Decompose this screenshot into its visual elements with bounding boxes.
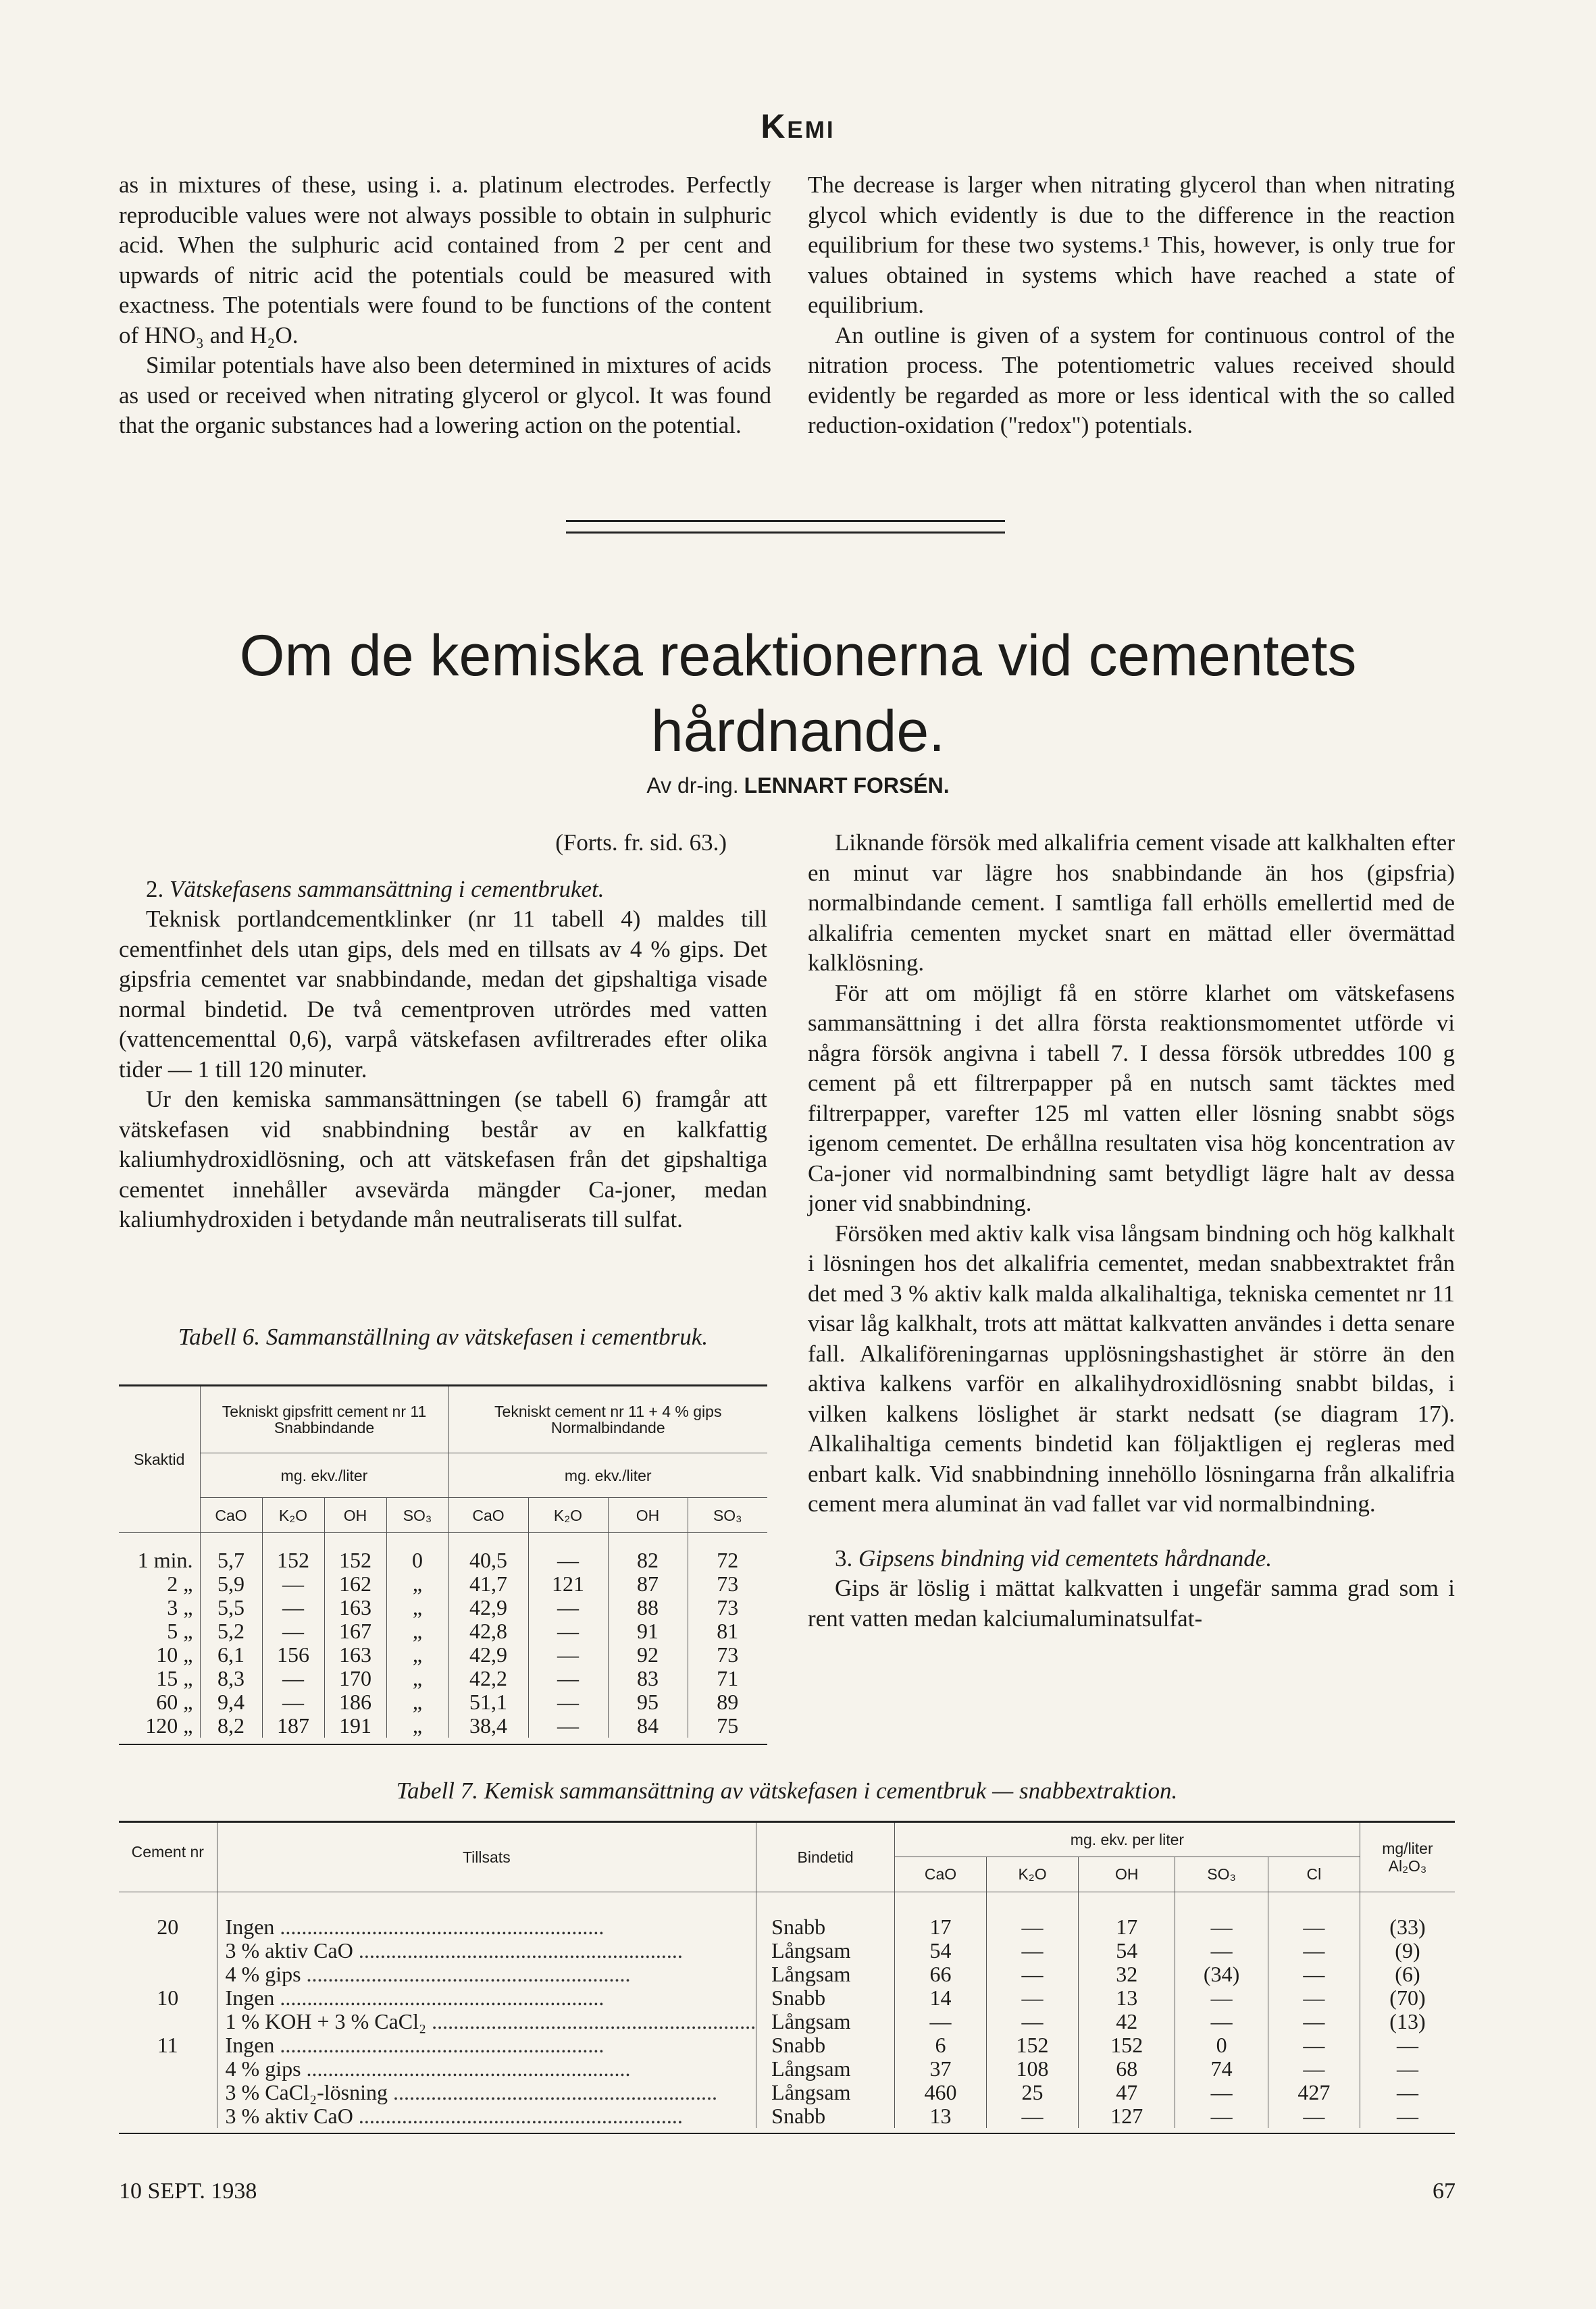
table7-caption xyxy=(119,1778,1455,1805)
table7-value-cell: — xyxy=(894,2010,986,2033)
table6-value-cell: 42,9 xyxy=(448,1596,528,1619)
table6-value-cell: 121 xyxy=(528,1572,608,1596)
summary-right-p2: An outline is given of a system for continuous control of the nitration process. The potentiometric values received should evidently be regarded as more or less identical with the so called reduction-oxidation ("redox") potentials. xyxy=(808,321,1455,438)
table7-row xyxy=(119,2104,1455,2128)
table7-cement-cell xyxy=(119,2010,217,2033)
table7-cement-cell xyxy=(119,2057,217,2081)
table7-tillsats-text: 4 % gips xyxy=(225,2056,301,2081)
table6-value-cell: 92 xyxy=(608,1643,688,1667)
table7-tillsats-text: Ingen xyxy=(225,1986,275,2010)
table7-tillsats-text: Ingen xyxy=(225,1915,275,1939)
table6-value-cell: — xyxy=(528,1714,608,1738)
article-left-p2: Ur den kemiska sammansättningen (se tabell 6) framgår att vätskefasen vid snabbindning består av en kalkfattig kaliumhydroxidlösning, och att vätskefasen från det gipshaltiga cementet innehåller avsevärda mängder Ca-joner, medan kaliumhydroxiden i betydande mån neutraliserats till sulfat. xyxy=(119,1086,767,1233)
table7-value-cell: 25 xyxy=(987,2081,1079,2104)
table7-row xyxy=(119,1963,1455,1986)
table7-cement-cell xyxy=(119,1963,217,1986)
table7-value-cell: 127 xyxy=(1079,2104,1175,2128)
table7-value-cell: 47 xyxy=(1079,2081,1175,2104)
table7-col-tillsats: Tillsats xyxy=(217,1822,756,1892)
table6-value-cell: 170 xyxy=(324,1667,386,1690)
table6-value-cell: 91 xyxy=(608,1619,688,1643)
table6-value-cell: — xyxy=(528,1533,608,1572)
table6-value-cell: 88 xyxy=(608,1596,688,1619)
table7-value-cell: — xyxy=(987,1986,1079,2010)
article-right-p3: Försöken med aktiv kalk visa långsam bindning och hög kalkhalt i lösningen hos det alkalifria cementet, medan snabbextraktet från det med 3 % aktiv kalk malda alkalihaltiga, tekniska cementet nr 11 visar låg kalkhalt, trots att mättat kalkvatten användes i detta senare fall. Alkaliföreningarnas upplösningshastighet är större än den aktiva kalkens varför en alkalihydroxidlösning snabbt bildas, i vilken kalkens löslighet är starkt nedsatt (se diagram 17). Alkalihaltiga cements bindetid kan följaktligen ej regleras med enbart kalk. Vid snabbindning innehöllo lösningarna från alkalifria cement mera aluminat än vad fallet var vid normalbindning. xyxy=(808,1220,1455,1517)
table6-value-cell: „ xyxy=(386,1643,448,1667)
table6-value-cell: „ xyxy=(386,1596,448,1619)
table7-tillsats-text: 3 % aktiv CaO xyxy=(225,1938,353,1963)
table6-value-cell: 9,4 xyxy=(200,1690,262,1714)
table6-row xyxy=(119,1533,767,1572)
table7-value-cell: — xyxy=(1268,1963,1360,1986)
table7-bottom-spacer xyxy=(119,2128,1455,2133)
table7-tillsats-text: 1 % KOH + 3 % CaCl₂ xyxy=(225,2009,427,2033)
table7-row xyxy=(119,1939,1455,1963)
table7-value-cell: 6 xyxy=(894,2033,986,2057)
running-header: Kemi xyxy=(761,107,835,145)
table6-value-cell: 152 xyxy=(324,1533,386,1572)
table6-value-cell: 40,5 xyxy=(448,1533,528,1572)
table6-value-cell: „ xyxy=(386,1667,448,1690)
table7-tillsats-cell xyxy=(217,2010,756,2033)
table7-bindetid-cell: Långsam xyxy=(756,2081,895,2104)
table7-cement-cell: 11 xyxy=(119,2033,217,2057)
table7-col-cl: Cl xyxy=(1268,1857,1360,1892)
table7-value-cell: 152 xyxy=(1079,2033,1175,2057)
table6-value-cell: „ xyxy=(386,1714,448,1738)
table7-col-bindetid: Bindetid xyxy=(756,1822,895,1892)
table6-col-cao-2: CaO xyxy=(448,1498,528,1533)
table7-value-cell: — xyxy=(1175,1915,1268,1939)
table6-row xyxy=(119,1619,767,1643)
table7-value-cell: 32 xyxy=(1079,1963,1175,1986)
summary-right-p1: The decrease is larger when nitrating glycerol than when nitrating glycol which evidently is due to the difference in the reaction equilibrium for these two systems.¹ This, however, is only true for values obtained in systems which have reached a state of equilibrium. xyxy=(808,172,1455,318)
table7-value-cell: 152 xyxy=(987,2033,1079,2057)
table7-row xyxy=(119,1986,1455,2010)
table7-leader-dots: ............................................................ xyxy=(353,1938,683,1963)
table7-bindetid-cell: Snabb xyxy=(756,2033,895,2057)
table7-caption-title: Kemisk sammansättning av vätskefasen i cementbruk — snabbextraktion. xyxy=(484,1778,1178,1804)
table6-caption-title: Sammanställning av vätskefasen i cementbruk. xyxy=(265,1324,709,1350)
table7-group-label: mg. ekv. per liter xyxy=(894,1822,1360,1857)
table7-al2o3-cell: (33) xyxy=(1389,1914,1426,1939)
table7-col-cement: Cement nr xyxy=(119,1822,217,1892)
article-title: Om de kemiska reaktionerna vid cementets hårdnande. xyxy=(239,623,1357,764)
table6-time-cell: 1 min. xyxy=(119,1533,200,1572)
table7-value-cell: — xyxy=(1268,1939,1360,1963)
section-2-number: 2. xyxy=(146,875,164,902)
table7-tillsats-cell xyxy=(217,2057,756,2081)
table6-row xyxy=(119,1596,767,1619)
table7-al2o3-cell: — xyxy=(1396,2103,1418,2128)
table6-value-cell: 73 xyxy=(717,1642,739,1667)
article-right-p2: För att om möjligt få en större klarhet om vätskefasens sammansättning i det allra första reaktionsmomentet utförde vi några försök angivna i tabell 7. I dessa försök utbreddes 100 g cement på ett filtrerpapper på en nutsch samt täcktes med filtrerpapper, varefter 125 ml vatten eller lösning snabbt sögs igenom cementet. De erhållna resultaten visa hög koncentration av Ca-joner vid normalbindning samt betydligt lägre halt av dessa joner vid snabbindning. xyxy=(808,979,1455,1216)
table6-value-cell: — xyxy=(528,1667,608,1690)
table6-value-cell: — xyxy=(262,1572,324,1596)
table7-value-cell: — xyxy=(987,2010,1079,2033)
table7-bindetid-cell: Snabb xyxy=(756,1986,895,2010)
table7-tillsats-text: 3 % aktiv CaO xyxy=(225,2104,353,2128)
article-left-p1: Teknisk portlandcementklinker (nr 11 tabell 4) maldes till cementfinhet dels utan gips, dels med en tillsats av 4 % gips. Det gipsfria cementet var snabbindande, medan det gipshaltiga visade normal bindetid. De två cementproven utrördes med vatten (vattencementtal 0,6), varpå vätskefasen avfiltrerades efter olika tider — 1 till 120 minuter. xyxy=(119,906,767,1083)
table6-row-header: Skaktid xyxy=(119,1386,200,1533)
article-right-column xyxy=(808,828,1455,1634)
table7-tillsats-cell xyxy=(217,2081,756,2104)
table7-tillsats-cell xyxy=(217,2033,756,2057)
table6-time-cell: 10 „ xyxy=(119,1643,200,1667)
table7-value-cell: — xyxy=(1268,2010,1360,2033)
table7-al2o3-cell: — xyxy=(1396,2032,1418,2057)
table6-value-cell: 95 xyxy=(608,1690,688,1714)
table6-col-oh: OH xyxy=(324,1498,386,1533)
table6-value-cell: 163 xyxy=(324,1596,386,1619)
table7-al2o3-cell: — xyxy=(1396,2079,1418,2104)
table7-row xyxy=(119,2081,1455,2104)
table7-body xyxy=(119,1915,1455,2133)
table6-value-cell: 84 xyxy=(608,1714,688,1738)
table6-col-k2o: K₂O xyxy=(262,1498,324,1533)
table6-time-cell: 3 „ xyxy=(119,1596,200,1619)
section-2-title: Vätskefasens sammansättning i cementbruket. xyxy=(170,875,604,902)
table7-bindetid-cell: Långsam xyxy=(756,1939,895,1963)
table7-leader-dots: ............................................................ xyxy=(353,2104,683,2128)
table6-value-cell: 162 xyxy=(324,1572,386,1596)
table7-value-cell: 460 xyxy=(894,2081,986,2104)
table6-col-so3-2: SO₃ xyxy=(688,1498,767,1533)
table6-value-cell: 42,8 xyxy=(448,1619,528,1643)
table7-leader-dots: ............................................................ xyxy=(388,2080,718,2104)
table6-value-cell: 87 xyxy=(608,1572,688,1596)
table6-col-so3: SO₃ xyxy=(386,1498,448,1533)
table6-value-cell: 73 xyxy=(717,1594,739,1619)
table6-time-cell: 120 „ xyxy=(119,1714,200,1738)
table7-value-cell: — xyxy=(987,1939,1079,1963)
table7-value-cell: (34) xyxy=(1175,1963,1268,1986)
table6-group2-label: Tekniskt cement nr 11 + 4 % gips Normalbindande xyxy=(448,1386,767,1453)
table7-bindetid-cell: Snabb xyxy=(756,2104,895,2128)
table7 xyxy=(119,1821,1455,2134)
table7-col-k2o: K₂O xyxy=(987,1857,1079,1892)
table7-cement-cell: 20 xyxy=(119,1915,217,1939)
continued-note: (Forts. fr. sid. 63.) xyxy=(555,829,727,856)
table7-tillsats-cell xyxy=(217,1963,756,1986)
table7-value-cell: — xyxy=(1268,1915,1360,1939)
table6-value-cell: 42,9 xyxy=(448,1643,528,1667)
table6-value-cell: 38,4 xyxy=(448,1714,528,1738)
table7-cement-cell xyxy=(119,2104,217,2128)
table7-value-cell: — xyxy=(1268,2057,1360,2081)
table7-cement-cell: 10 xyxy=(119,1986,217,2010)
table6-value-cell: 83 xyxy=(608,1667,688,1690)
table7-value-cell: — xyxy=(1268,2033,1360,2057)
table6-caption-prefix: Tabell 6. xyxy=(178,1324,261,1350)
table7-row xyxy=(119,2010,1455,2033)
table7-al2o3-cell: (6) xyxy=(1395,1961,1420,1986)
table6-value-cell: 8,2 xyxy=(200,1714,262,1738)
table6-value-cell: — xyxy=(262,1667,324,1690)
table6-row xyxy=(119,1690,767,1714)
table7-value-cell: — xyxy=(1268,1986,1360,2010)
table7-col-so3: SO₃ xyxy=(1175,1857,1268,1892)
table6-bottom-spacer xyxy=(119,1738,767,1744)
table6-value-cell: 167 xyxy=(324,1619,386,1643)
table7-cement-cell xyxy=(119,1939,217,1963)
footer-page-number: 67 xyxy=(1433,2179,1456,2204)
table6-group1-label: Tekniskt gipsfritt cement nr 11 Snabbindande xyxy=(200,1386,448,1453)
table7-tillsats-cell xyxy=(217,2104,756,2128)
table6-unit-label-2: mg. ekv./liter xyxy=(448,1453,767,1498)
table6-value-cell: „ xyxy=(386,1619,448,1643)
table6-value-cell: 5,9 xyxy=(200,1572,262,1596)
table7-value-cell: 14 xyxy=(894,1986,986,2010)
table7-leader-dots: ............................................................ xyxy=(426,2009,756,2033)
table6-value-cell: 191 xyxy=(324,1714,386,1738)
section-3-text: Gips är löslig i mättat kalkvatten i ungefär samma grad som i rent vatten medan kalciumaluminatsulfat- xyxy=(808,1575,1455,1632)
table7-value-cell: — xyxy=(1175,2104,1268,2128)
table6-value-cell: 5,7 xyxy=(200,1533,262,1572)
table7-bindetid-cell: Långsam xyxy=(756,1963,895,1986)
article-right-p1: Liknande försök med alkalifria cement visade att kalkhalten efter en minut var lägre hos snabbindande än hos (gipsfria) normalbindande cement. I samtliga fall erhölls emellertid med de alkalifria cementen mycket snart en mättad eller övermättad kalklösning. xyxy=(808,829,1455,976)
article-left-column xyxy=(119,828,767,1235)
byline xyxy=(0,773,1596,798)
table6-row xyxy=(119,1667,767,1690)
table7-leader-dots: ............................................................ xyxy=(274,1915,604,1939)
table7-value-cell: 68 xyxy=(1079,2057,1175,2081)
table6-value-cell: 72 xyxy=(717,1547,739,1572)
table6-time-cell: 60 „ xyxy=(119,1690,200,1714)
table7-value-cell: 108 xyxy=(987,2057,1079,2081)
byline-prefix: Av dr-ing. xyxy=(646,773,739,798)
table6-value-cell: 51,1 xyxy=(448,1690,528,1714)
table6-value-cell: „ xyxy=(386,1690,448,1714)
table7-col-oh: OH xyxy=(1079,1857,1175,1892)
table7-value-cell: — xyxy=(1175,2081,1268,2104)
table7-value-cell: 17 xyxy=(894,1915,986,1939)
table7-leader-dots: ............................................................ xyxy=(301,1962,631,1986)
table7-leader-dots: ............................................................ xyxy=(301,2056,631,2081)
table6-value-cell: 75 xyxy=(717,1713,739,1738)
table6-caption xyxy=(119,1324,767,1351)
table6-value-cell: 5,5 xyxy=(200,1596,262,1619)
table7-tillsats-cell xyxy=(217,1939,756,1963)
table6-time-cell: 15 „ xyxy=(119,1667,200,1690)
table7-al2o3-cell: (70) xyxy=(1389,1985,1426,2010)
table7-tillsats-cell xyxy=(217,1986,756,2010)
table7-value-cell: — xyxy=(1175,1986,1268,2010)
summary-left-p1: as in mixtures of these, using i. a. platinum electrodes. Perfectly reproducible values were not always possible to obtain in sulphuric acid. When the sulphuric acid contained from 2 per cent and upwards of nitric acid the potentials could be measured with exactness. The potentials were found to be functions of the content of HNO₃ and H₂O. xyxy=(119,172,771,348)
table7-bindetid-cell: Långsam xyxy=(756,2010,895,2033)
table7-leader-dots: ............................................................ xyxy=(274,1986,604,2010)
table6-value-cell: — xyxy=(528,1643,608,1667)
table6-value-cell: 81 xyxy=(717,1618,739,1643)
table6-time-cell: 2 „ xyxy=(119,1572,200,1596)
table7-tillsats-text: 3 % CaCl₂-lösning xyxy=(225,2080,388,2104)
table6-time-cell: 5 „ xyxy=(119,1619,200,1643)
author-name: LENNART FORSÉN. xyxy=(744,773,950,798)
table7-value-cell: — xyxy=(1175,1939,1268,1963)
table7-bindetid-cell: Snabb xyxy=(756,1915,895,1939)
footer-date: 10 SEPT. 1938 xyxy=(119,2179,257,2204)
table7-value-cell: — xyxy=(1175,2010,1268,2033)
table7-value-cell: — xyxy=(987,1963,1079,1986)
table7-tillsats-text: 4 % gips xyxy=(225,1962,301,1986)
summary-right-column xyxy=(808,170,1455,441)
table7-value-cell: — xyxy=(987,1915,1079,1939)
table7-al2o3-cell: (9) xyxy=(1395,1938,1420,1963)
table7-bindetid-cell: Långsam xyxy=(756,2057,895,2081)
section-3-heading xyxy=(808,1544,1455,1574)
table7-al2o3-cell: (13) xyxy=(1389,2008,1426,2033)
table7-value-cell: 54 xyxy=(1079,1939,1175,1963)
section-3-title: Gipsens bindning vid cementets hårdnande. xyxy=(858,1545,1272,1572)
table6-value-cell: — xyxy=(528,1690,608,1714)
table6-value-cell: 73 xyxy=(717,1571,739,1596)
table6-value-cell: 42,2 xyxy=(448,1667,528,1690)
table6 xyxy=(119,1384,767,1745)
table6-value-cell: 156 xyxy=(262,1643,324,1667)
table7-tillsats-cell xyxy=(217,1915,756,1939)
table7-al2o3-cell: — xyxy=(1396,2056,1418,2081)
table6-unit-label-1: mg. ekv./liter xyxy=(200,1453,448,1498)
table7-value-cell: 42 xyxy=(1079,2010,1175,2033)
table6-row xyxy=(119,1572,767,1596)
table7-value-cell: 54 xyxy=(894,1939,986,1963)
table7-value-cell: 0 xyxy=(1175,2033,1268,2057)
table6-row xyxy=(119,1714,767,1738)
table6-col-cao: CaO xyxy=(200,1498,262,1533)
table7-value-cell: — xyxy=(1268,2104,1360,2128)
summary-left-column xyxy=(119,170,771,441)
section-3-number: 3. xyxy=(835,1545,853,1572)
table7-value-cell: — xyxy=(987,2104,1079,2128)
table6-value-cell: 71 xyxy=(717,1665,739,1690)
table6-value-cell: „ xyxy=(386,1572,448,1596)
table6-row xyxy=(119,1643,767,1667)
table6-value-cell: 187 xyxy=(262,1714,324,1738)
summary-left-p2: Similar potentials have also been determined in mixtures of acids as used or received when nitrating glycerol or glycol. It was found that the organic substances had a lowering action on the potential. xyxy=(119,352,771,438)
table6-value-cell: 89 xyxy=(717,1689,739,1714)
table6-value-cell: — xyxy=(262,1619,324,1643)
table7-col-cao: CaO xyxy=(894,1857,986,1892)
table7-value-cell: 427 xyxy=(1268,2081,1360,2104)
table7-row xyxy=(119,1915,1455,1939)
table6-value-cell: — xyxy=(262,1596,324,1619)
table6-value-cell: 163 xyxy=(324,1643,386,1667)
table7-value-cell: 66 xyxy=(894,1963,986,1986)
table7-value-cell: 13 xyxy=(1079,1986,1175,2010)
table6-value-cell: 152 xyxy=(262,1533,324,1572)
table6-value-cell: 0 xyxy=(386,1533,448,1572)
table7-value-cell: 13 xyxy=(894,2104,986,2128)
table7-cement-cell xyxy=(119,2081,217,2104)
table7-value-cell: 17 xyxy=(1079,1915,1175,1939)
table7-row xyxy=(119,2057,1455,2081)
table6-col-k2o-2: K₂O xyxy=(528,1498,608,1533)
table6-value-cell: — xyxy=(262,1690,324,1714)
table7-row xyxy=(119,2033,1455,2057)
table6-value-cell: 186 xyxy=(324,1690,386,1714)
section-divider xyxy=(566,520,1005,534)
table7-col-al2o3: mg/liter Al₂O₃ xyxy=(1360,1822,1455,1892)
table6-value-cell: 6,1 xyxy=(200,1643,262,1667)
table6-col-oh-2: OH xyxy=(608,1498,688,1533)
section-2-heading xyxy=(119,875,767,905)
table6-value-cell: 5,2 xyxy=(200,1619,262,1643)
table7-value-cell: 74 xyxy=(1175,2057,1268,2081)
table6-value-cell: — xyxy=(528,1596,608,1619)
table6-value-cell: 8,3 xyxy=(200,1667,262,1690)
table6-value-cell: — xyxy=(528,1619,608,1643)
table6-value-cell: 82 xyxy=(608,1533,688,1572)
table6-value-cell: 41,7 xyxy=(448,1572,528,1596)
table7-leader-dots: ............................................................ xyxy=(274,2033,604,2057)
table7-tillsats-text: Ingen xyxy=(225,2033,275,2057)
table7-caption-prefix: Tabell 7. xyxy=(396,1778,478,1804)
table6-body xyxy=(119,1533,767,1744)
table7-value-cell: 37 xyxy=(894,2057,986,2081)
